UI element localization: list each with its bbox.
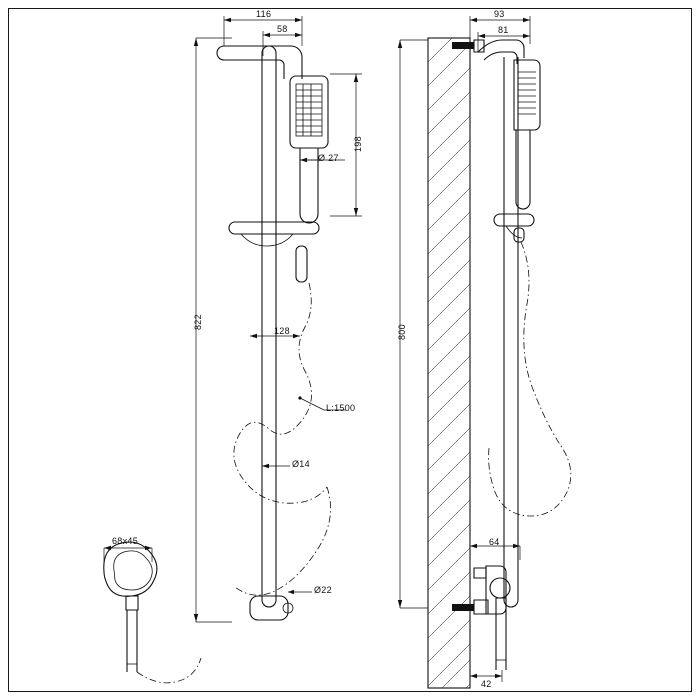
dim-front-822 [194, 38, 232, 622]
label-detail-68x45: 68x45 [112, 536, 139, 546]
label-side-800: 800 [397, 324, 407, 340]
label-front-58: 58 [277, 24, 288, 34]
handset [290, 76, 328, 223]
dim-side-81 [478, 32, 530, 52]
label-side-81: 81 [498, 25, 509, 35]
label-dia-27: Ø 27 [318, 153, 339, 163]
side-slider-bracket [494, 214, 534, 242]
label-handset-198: 198 [353, 136, 363, 152]
label-dia-14: Ø14 [292, 459, 310, 469]
handset-spray-face [296, 84, 322, 136]
label-128: 128 [274, 326, 290, 336]
label-side-64: 64 [489, 537, 500, 547]
rail-bottom-foot [250, 596, 293, 620]
label-side-42: 42 [481, 679, 492, 689]
label-side-93: 93 [494, 9, 505, 19]
label-front-116: 116 [256, 9, 272, 19]
leader-dia22 [288, 590, 312, 594]
handle-detail [104, 542, 201, 683]
label-rail-822: 822 [193, 314, 203, 330]
slider-bracket [229, 222, 319, 282]
hose-dashed-side [489, 242, 571, 516]
side-rail [478, 40, 524, 607]
rail-top-bracket [217, 46, 302, 79]
label-dia-22: Ø22 [314, 585, 332, 595]
dim-detail-68x45 [104, 546, 152, 562]
label-hose-length: L:1500 [326, 403, 356, 413]
wall-section [428, 38, 470, 688]
dim-front-58 [263, 31, 302, 56]
